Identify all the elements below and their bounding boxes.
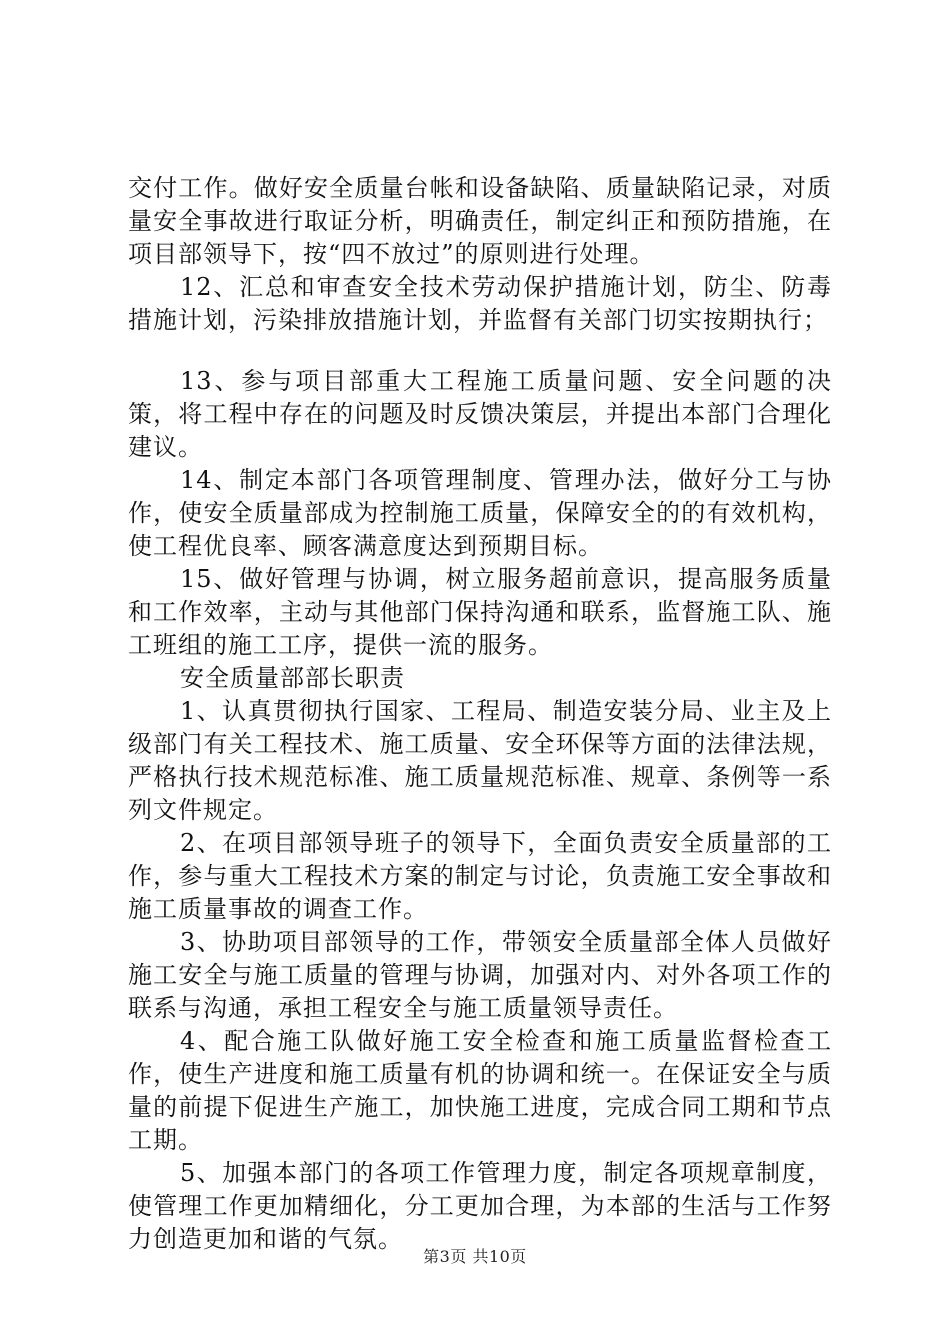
paragraph-item-15: 15、做好管理与协调，树立服务超前意识，提高服务质量和工作效率，主动与其他部门保持沟通和联系，监督施工队、施工班组的施工工序，提供一流的服务。	[128, 565, 832, 659]
paragraph-continuation: 交付工作。做好安全质量台帐和设备缺陷、质量缺陷记录，对质量安全事故进行取证分析，明确责任，制定纠正和预防措施，在项目部领导下，按“四不放过”的原则进行处理。	[128, 174, 832, 268]
paragraph-gap	[128, 337, 832, 365]
page-number-label: 第3页 共10页	[423, 1247, 527, 1266]
paragraph-duty-3: 3、协助项目部领导的工作，带领安全质量部全体人员做好施工安全与施工质量的管理与协调，加强对内、对外各项工作的联系与沟通，承担工程安全与施工质量领导责任。	[128, 928, 832, 1022]
page-footer	[0, 1244, 950, 1267]
section-heading: 安全质量部部长职责	[180, 664, 405, 692]
paragraph-item-13: 13、参与项目部重大工程施工质量问题、安全问题的决策，将工程中存在的问题及时反馈决策层，并提出本部门合理化建议。	[128, 367, 832, 461]
document-body	[128, 172, 832, 1256]
paragraph-item-14: 14、制定本部门各项管理制度、管理办法，做好分工与协作，使安全质量部成为控制施工质量，保障安全的的有效机构，使工程优良率、顾客满意度达到预期目标。	[128, 466, 832, 560]
paragraph-item-12: 12、汇总和审查安全技术劳动保护措施计划，防尘、防毒措施计划，污染排放措施计划，并监督有关部门切实按期执行；	[128, 273, 832, 334]
paragraph-duty-1: 1、认真贯彻执行国家、工程局、制造安装分局、业主及上级部门有关工程技术、施工质量、安全环保等方面的法律法规，严格执行技术规范标准、施工质量规范标准、规章、条例等一系列文件规定。	[128, 697, 832, 824]
paragraph-duty-5: 5、加强本部门的各项工作管理力度，制定各项规章制度，使管理工作更加精细化，分工更加合理，为本部的生活与工作努力创造更加和谐的气氛。	[128, 1159, 832, 1253]
paragraph-duty-2: 2、在项目部领导班子的领导下，全面负责安全质量部的工作，参与重大工程技术方案的制定与讨论，负责施工安全事故和施工质量事故的调查工作。	[128, 829, 832, 923]
paragraph-duty-4: 4、配合施工队做好施工安全检查和施工质量监督检查工作，使生产进度和施工质量有机的协调和统一。在保证安全与质量的前提下促进生产施工，加快施工进度，完成合同工期和节点工期。	[128, 1027, 832, 1154]
